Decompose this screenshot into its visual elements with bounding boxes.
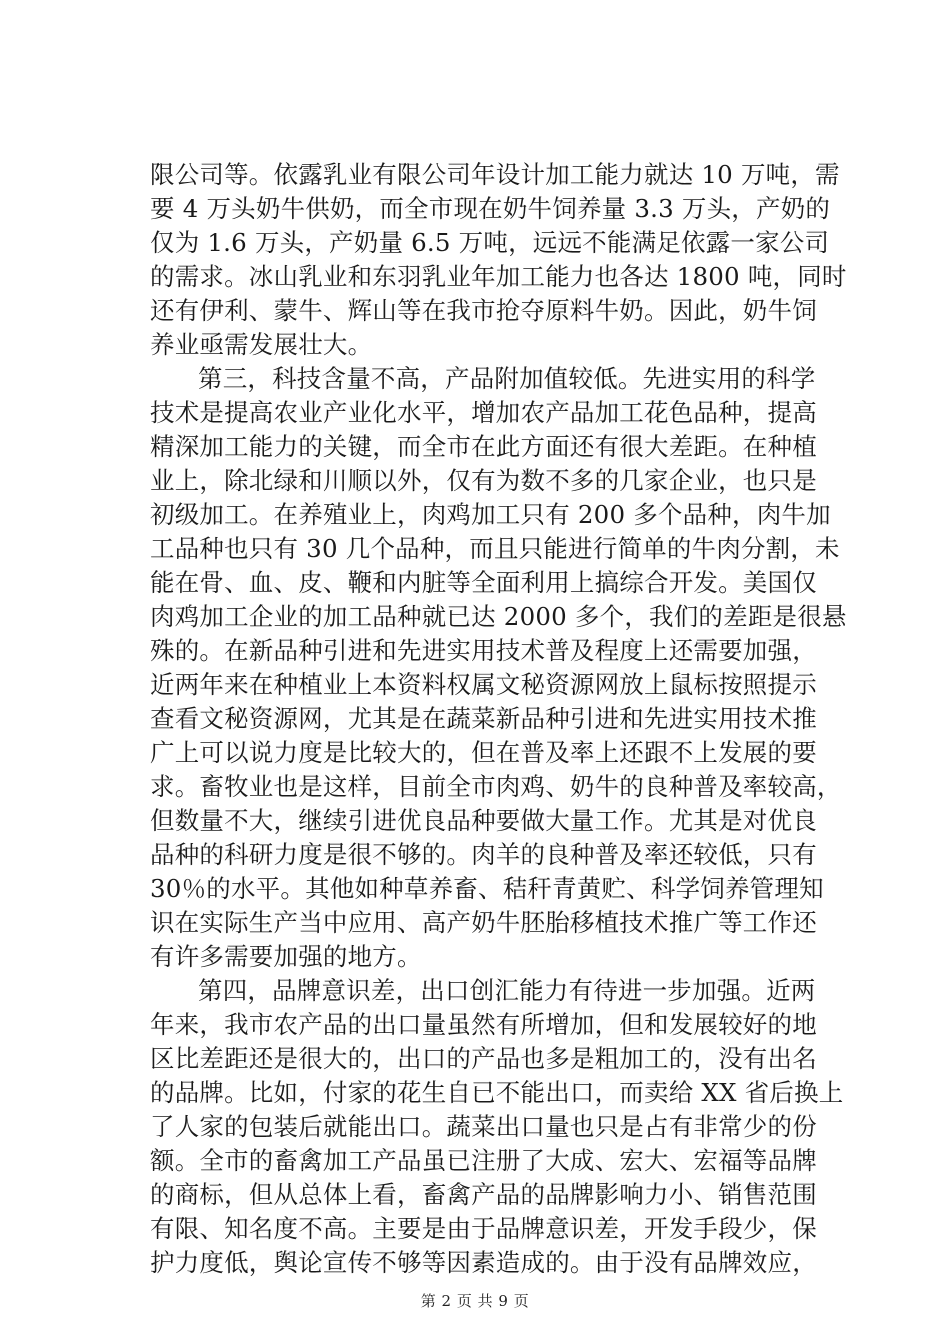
text-line: 有许多需要加强的地方。 [150,942,422,971]
text-line: 仅为 1.6 万头，产奶量 6.5 万吨，远远不能满足依露一家公司 [150,228,830,257]
text-line: 肉鸡加工企业的加工品种就已达 2000 多个，我们的差距是很悬 [150,602,847,631]
text-line: 近两年来在种植业上本资料权属文秘资源网放上鼠标按照提示 [150,670,817,699]
text-line: 额。全市的畜禽加工产品虽已注册了大成、宏大、宏福等品牌 [150,1146,817,1175]
text-line: 区比差距还是很大的，出口的产品也多是粗加工的，没有出名 [150,1044,817,1073]
text-line: 有限、知名度不高。主要是由于品牌意识差，开发手段少，保 [150,1214,817,1243]
text-line: 的商标，但从总体上看，畜禽产品的品牌影响力小、销售范围 [150,1180,817,1209]
text-line: 求。畜牧业也是这样，目前全市肉鸡、奶牛的良种普及率较高， [150,772,842,801]
text-line: 要 4 万头奶牛供奶，而全市现在奶牛饲养量 3.3 万头，产奶的 [150,194,831,223]
text-line: 品种的科研力度是很不够的。肉羊的良种普及率还较低，只有 [150,840,817,869]
text-line: 工品种也只有 30 几个品种，而且只能进行简单的牛肉分割，未 [150,534,840,563]
text-line: 还有伊利、蒙牛、辉山等在我市抢夺原料牛奶。因此，奶牛饲 [150,296,817,325]
document-body [150,158,850,1280]
page-number-footer: 第 2 页 共 9 页 [420,1292,530,1310]
text-line: 30％的水平。其他如种草养畜、秸秆青黄贮、科学饲养管理知 [150,874,824,903]
text-line: 初级加工。在养殖业上，肉鸡加工只有 200 多个品种，肉牛加 [150,500,831,529]
text-line: 查看文秘资源网，尤其是在蔬菜新品种引进和先进实用技术推 [150,704,817,733]
text-line: 的品牌。比如，付家的花生自已不能出口，而卖给 XX 省后换上 [150,1078,844,1107]
paragraph-start-line: 第四，品牌意识差，出口创汇能力有待进一步加强。近两 [198,976,816,1005]
text-line: 能在骨、血、皮、鞭和内脏等全面利用上搞综合开发。美国仅 [150,568,817,597]
text-line: 广上可以说力度是比较大的，但在普及率上还跟不上发展的要 [150,738,817,767]
text-line: 的需求。冰山乳业和东羽乳业年加工能力也各达 1800 吨，同时 [150,262,847,291]
text-line: 业上，除北绿和川顺以外，仅有为数不多的几家企业，也只是 [150,466,817,495]
text-line: 了人家的包装后就能出口。蔬菜出口量也只是占有非常少的份 [150,1112,817,1141]
text-line: 技术是提高农业产业化水平，增加农产品加工花色品种，提高 [150,398,817,427]
text-line: 但数量不大，继续引进优良品种要做大量工作。尤其是对优良 [150,806,817,835]
text-line: 限公司等。依露乳业有限公司年设计加工能力就达 10 万吨，需 [150,160,840,189]
text-line: 养业亟需发展壮大。 [150,330,373,359]
text-line: 殊的。在新品种引进和先进实用技术普及程度上还需要加强， [150,636,817,665]
text-line: 识在实际生产当中应用、高产奶牛胚胎移植技术推广等工作还 [150,908,817,937]
paragraph-start-line: 第三，科技含量不高，产品附加值较低。先进实用的科学 [198,364,816,393]
text-line: 年来，我市农产品的出口量虽然有所增加，但和发展较好的地 [150,1010,817,1039]
text-line: 精深加工能力的关键，而全市在此方面还有很大差距。在种植 [150,432,817,461]
text-line: 护力度低，舆论宣传不够等因素造成的。由于没有品牌效应， [150,1248,817,1277]
